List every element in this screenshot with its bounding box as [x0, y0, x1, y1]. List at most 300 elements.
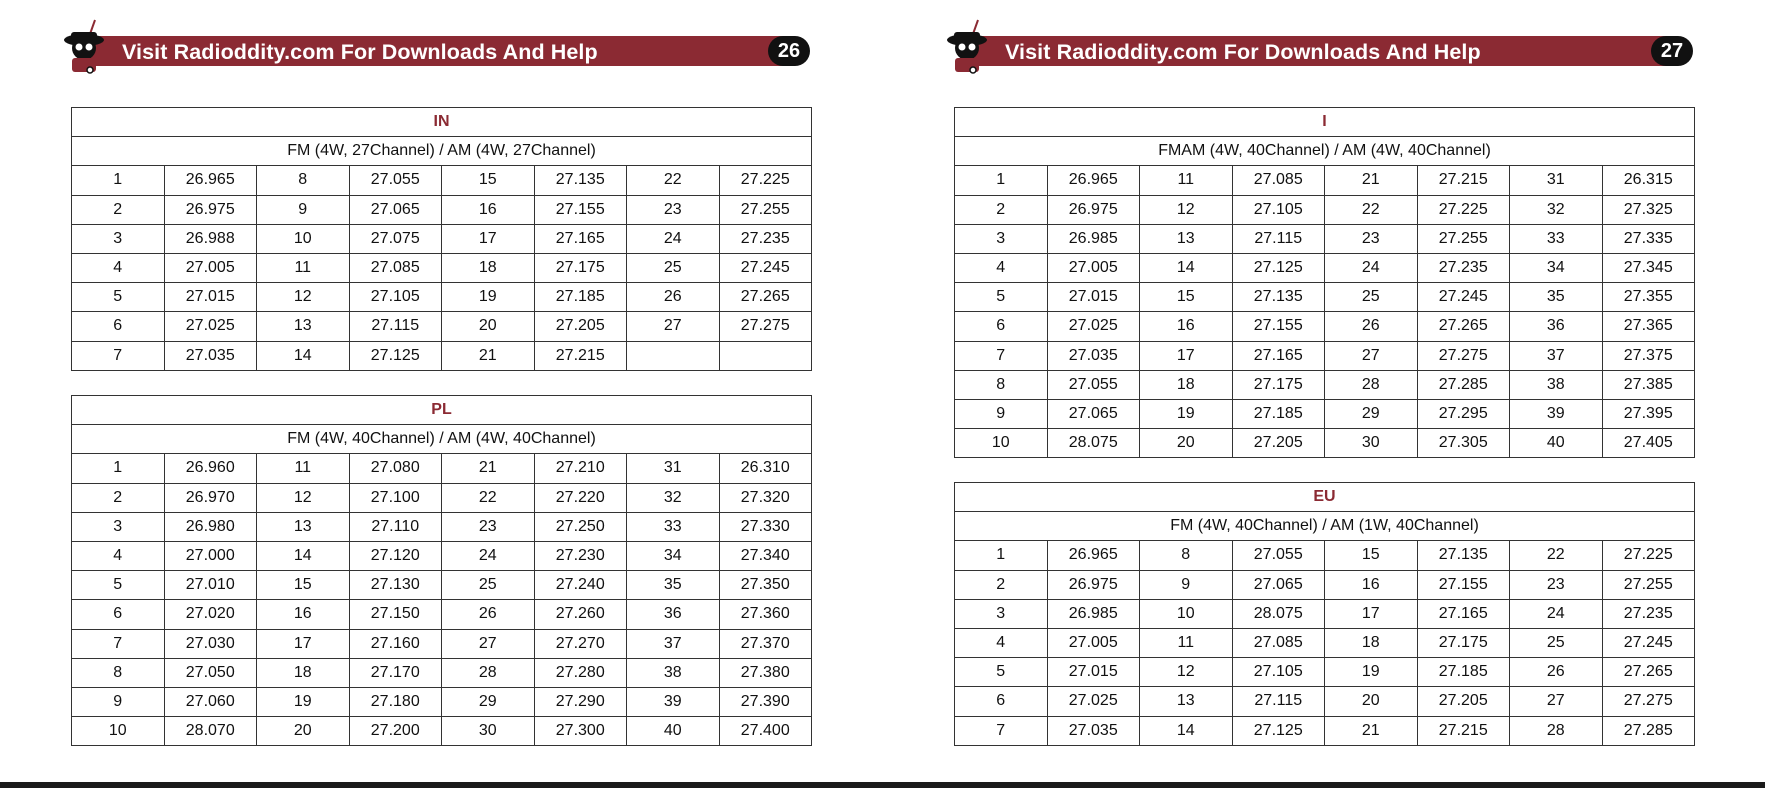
- table-row: [72, 600, 812, 629]
- channel-cell: 12: [257, 283, 350, 312]
- frequency-cell: 27.120: [349, 541, 442, 570]
- channel-cell: 16: [1325, 570, 1418, 599]
- frequency-cell: 27.335: [1602, 224, 1695, 253]
- table-title-row: [72, 108, 812, 137]
- frequency-cell: 27.010: [164, 571, 257, 600]
- frequency-cell: 27.065: [349, 195, 442, 224]
- table-row: [72, 166, 812, 195]
- frequency-cell: 27.340: [719, 541, 812, 570]
- channel-cell: 2: [955, 195, 1048, 224]
- table-title-row: [955, 108, 1695, 137]
- frequency-cell: 27.385: [1602, 370, 1695, 399]
- frequency-cell: 27.035: [1047, 716, 1140, 745]
- frequency-cell: 27.085: [1232, 628, 1325, 657]
- channel-cell: 14: [257, 541, 350, 570]
- frequency-cell: 27.060: [164, 687, 257, 716]
- frequency-cell: 26.988: [164, 224, 257, 253]
- frequency-cell: 27.355: [1602, 283, 1695, 312]
- table-row: [72, 687, 812, 716]
- frequency-cell: 27.345: [1602, 253, 1695, 282]
- frequency-cell: 27.115: [1232, 687, 1325, 716]
- frequency-cell: 27.325: [1602, 195, 1695, 224]
- channel-cell: 5: [955, 658, 1048, 687]
- frequency-cell: 26.310: [719, 454, 812, 483]
- channel-cell: 12: [257, 483, 350, 512]
- frequency-cell: 27.330: [719, 512, 812, 541]
- frequency-cell: 27.260: [534, 600, 627, 629]
- channel-cell: 24: [1325, 253, 1418, 282]
- table-row: [955, 541, 1695, 570]
- frequency-cell: 27.080: [349, 454, 442, 483]
- frequency-cell: 27.225: [1417, 195, 1510, 224]
- frequency-cell: 27.175: [1232, 370, 1325, 399]
- frequency-cell: 27.130: [349, 571, 442, 600]
- channel-cell: 28: [442, 658, 535, 687]
- channel-cell: 38: [1510, 370, 1603, 399]
- channel-cell: 3: [955, 224, 1048, 253]
- frequency-cell: 27.175: [1417, 628, 1510, 657]
- frequency-cell: 27.225: [1602, 541, 1695, 570]
- channel-cell: 22: [627, 166, 720, 195]
- radio-mascot-icon: [62, 18, 112, 78]
- frequency-cell: 27.390: [719, 687, 812, 716]
- channel-cell: 31: [1510, 166, 1603, 195]
- channel-cell: 40: [627, 717, 720, 746]
- channel-cell: 8: [955, 370, 1048, 399]
- channel-cell: 27: [442, 629, 535, 658]
- frequency-cell: 27.135: [534, 166, 627, 195]
- channel-cell: 3: [72, 512, 165, 541]
- frequency-cell: 27.405: [1602, 429, 1695, 458]
- frequency-cell: 27.220: [534, 483, 627, 512]
- channel-cell: 10: [955, 429, 1048, 458]
- frequency-cell: 27.025: [1047, 687, 1140, 716]
- table-row: [955, 312, 1695, 341]
- channel-cell: 29: [1325, 399, 1418, 428]
- frequency-cell: 27.235: [1602, 599, 1695, 628]
- channel-cell: 7: [72, 341, 165, 370]
- frequency-cell: 27.175: [534, 253, 627, 282]
- frequency-cell: 26.975: [1047, 570, 1140, 599]
- channel-cell: 12: [1140, 195, 1233, 224]
- channel-cell: 30: [1325, 429, 1418, 458]
- frequency-cell: 27.135: [1232, 283, 1325, 312]
- channel-cell: 9: [1140, 570, 1233, 599]
- frequency-cell: 27.020: [164, 600, 257, 629]
- channel-cell: 6: [955, 687, 1048, 716]
- channel-cell: 37: [627, 629, 720, 658]
- channel-cell: [627, 341, 720, 370]
- channel-cell: 16: [257, 600, 350, 629]
- frequency-cell: 27.050: [164, 658, 257, 687]
- table-row: [955, 658, 1695, 687]
- frequency-cell: [719, 341, 812, 370]
- table-mode-row: [955, 512, 1695, 541]
- frequency-cell: 26.960: [164, 454, 257, 483]
- channel-cell: 5: [72, 571, 165, 600]
- channel-cell: 11: [257, 253, 350, 282]
- channel-cell: 27: [1510, 687, 1603, 716]
- channel-cell: 3: [955, 599, 1048, 628]
- channel-cell: 33: [627, 512, 720, 541]
- table-mode-row: [72, 137, 812, 166]
- frequency-cell: 27.365: [1602, 312, 1695, 341]
- channel-cell: 6: [955, 312, 1048, 341]
- table-row: [955, 195, 1695, 224]
- frequency-cell: 27.265: [1602, 658, 1695, 687]
- frequency-cell: 26.980: [164, 512, 257, 541]
- frequency-table-eu: [954, 482, 1695, 746]
- channel-cell: 33: [1510, 224, 1603, 253]
- channel-cell: 10: [257, 224, 350, 253]
- channel-cell: 10: [1140, 599, 1233, 628]
- frequency-cell: 26.975: [1047, 195, 1140, 224]
- channel-cell: 31: [627, 454, 720, 483]
- table-row: [955, 429, 1695, 458]
- channel-cell: 39: [627, 687, 720, 716]
- channel-cell: 11: [1140, 628, 1233, 657]
- channel-cell: 8: [1140, 541, 1233, 570]
- channel-cell: 1: [955, 166, 1048, 195]
- frequency-cell: 27.085: [1232, 166, 1325, 195]
- channel-cell: 16: [1140, 312, 1233, 341]
- frequency-table-in: [71, 107, 812, 371]
- frequency-cell: 27.005: [1047, 628, 1140, 657]
- table-row: [955, 341, 1695, 370]
- frequency-cell: 26.985: [1047, 224, 1140, 253]
- frequency-cell: 27.245: [1602, 628, 1695, 657]
- frequency-cell: 27.085: [349, 253, 442, 282]
- frequency-cell: 27.300: [534, 717, 627, 746]
- frequency-cell: 27.275: [719, 312, 812, 341]
- channel-cell: 2: [72, 483, 165, 512]
- table-row: [72, 454, 812, 483]
- frequency-cell: 27.125: [349, 341, 442, 370]
- table-row: [72, 512, 812, 541]
- channel-cell: 18: [1140, 370, 1233, 399]
- table-title-row: [72, 396, 812, 425]
- channel-cell: 7: [72, 629, 165, 658]
- frequency-cell: 28.075: [1047, 429, 1140, 458]
- frequency-cell: 28.070: [164, 717, 257, 746]
- channel-cell: 2: [72, 195, 165, 224]
- channel-cell: 21: [442, 341, 535, 370]
- channel-cell: 13: [257, 312, 350, 341]
- frequency-cell: 27.155: [1232, 312, 1325, 341]
- frequency-cell: 27.125: [1232, 716, 1325, 745]
- channel-cell: 25: [442, 571, 535, 600]
- channel-cell: 8: [257, 166, 350, 195]
- channel-cell: 25: [627, 253, 720, 282]
- channel-cell: 4: [955, 628, 1048, 657]
- channel-cell: 13: [257, 512, 350, 541]
- channel-cell: 17: [257, 629, 350, 658]
- frequency-cell: 27.255: [1602, 570, 1695, 599]
- channel-cell: 22: [1510, 541, 1603, 570]
- channel-cell: 10: [72, 717, 165, 746]
- frequency-cell: 27.265: [1417, 312, 1510, 341]
- table-title-row: [955, 483, 1695, 512]
- channel-cell: 32: [627, 483, 720, 512]
- frequency-cell: 27.230: [534, 541, 627, 570]
- channel-cell: 20: [257, 717, 350, 746]
- page-number-badge: 27: [1651, 36, 1693, 66]
- channel-cell: 15: [442, 166, 535, 195]
- frequency-cell: 27.240: [534, 571, 627, 600]
- frequency-cell: 26.975: [164, 195, 257, 224]
- frequency-cell: 27.290: [534, 687, 627, 716]
- channel-cell: 15: [257, 571, 350, 600]
- channel-cell: 35: [1510, 283, 1603, 312]
- frequency-cell: 27.215: [1417, 166, 1510, 195]
- frequency-cell: 27.400: [719, 717, 812, 746]
- channel-cell: 19: [257, 687, 350, 716]
- frequency-cell: 26.965: [1047, 541, 1140, 570]
- channel-cell: 26: [1325, 312, 1418, 341]
- channel-cell: 17: [442, 224, 535, 253]
- frequency-cell: 27.185: [1417, 658, 1510, 687]
- frequency-cell: 27.155: [534, 195, 627, 224]
- channel-cell: 26: [442, 600, 535, 629]
- table-row: [955, 599, 1695, 628]
- frequency-cell: 26.315: [1602, 166, 1695, 195]
- table-row: [955, 399, 1695, 428]
- frequency-cell: 27.025: [1047, 312, 1140, 341]
- frequency-cell: 27.185: [534, 283, 627, 312]
- channel-cell: 6: [72, 600, 165, 629]
- channel-cell: 4: [72, 541, 165, 570]
- frequency-cell: 27.320: [719, 483, 812, 512]
- channel-cell: 11: [257, 454, 350, 483]
- channel-cell: 32: [1510, 195, 1603, 224]
- frequency-cell: 27.245: [719, 253, 812, 282]
- channel-cell: 18: [442, 253, 535, 282]
- frequency-cell: 27.165: [1232, 341, 1325, 370]
- frequency-cell: 27.035: [1047, 341, 1140, 370]
- frequency-cell: 27.205: [1417, 687, 1510, 716]
- table-row: [72, 717, 812, 746]
- channel-cell: 24: [1510, 599, 1603, 628]
- region-title: PL: [72, 396, 812, 425]
- frequency-cell: 27.030: [164, 629, 257, 658]
- table-row: [955, 570, 1695, 599]
- frequency-cell: 27.295: [1417, 399, 1510, 428]
- channel-cell: 6: [72, 312, 165, 341]
- channel-cell: 20: [1140, 429, 1233, 458]
- frequency-cell: 27.280: [534, 658, 627, 687]
- channel-cell: 14: [1140, 253, 1233, 282]
- region-title: I: [955, 108, 1695, 137]
- channel-cell: 5: [72, 283, 165, 312]
- frequency-cell: 27.135: [1417, 541, 1510, 570]
- channel-cell: 18: [1325, 628, 1418, 657]
- frequency-cell: 27.395: [1602, 399, 1695, 428]
- channel-cell: 23: [1510, 570, 1603, 599]
- channel-cell: 14: [1140, 716, 1233, 745]
- frequency-cell: 27.055: [1047, 370, 1140, 399]
- table-row: [72, 253, 812, 282]
- region-title: IN: [72, 108, 812, 137]
- channel-cell: 24: [627, 224, 720, 253]
- channel-cell: 9: [257, 195, 350, 224]
- frequency-cell: 27.125: [1232, 253, 1325, 282]
- table-row: [72, 312, 812, 341]
- channel-cell: 20: [1325, 687, 1418, 716]
- frequency-cell: 27.205: [1232, 429, 1325, 458]
- channel-cell: 17: [1140, 341, 1233, 370]
- page-header: [945, 18, 1697, 78]
- channel-cell: 7: [955, 341, 1048, 370]
- frequency-cell: 27.005: [164, 253, 257, 282]
- frequency-cell: 27.370: [719, 629, 812, 658]
- frequency-cell: 27.055: [1232, 541, 1325, 570]
- channel-cell: 2: [955, 570, 1048, 599]
- channel-cell: 8: [72, 658, 165, 687]
- channel-cell: 5: [955, 283, 1048, 312]
- channel-cell: 13: [1140, 687, 1233, 716]
- frequency-cell: 27.015: [1047, 658, 1140, 687]
- frequency-cell: 27.065: [1232, 570, 1325, 599]
- channel-cell: 25: [1510, 628, 1603, 657]
- frequency-cell: 27.275: [1602, 687, 1695, 716]
- channel-cell: 19: [1140, 399, 1233, 428]
- channel-cell: 3: [72, 224, 165, 253]
- bottom-rule: [0, 782, 1765, 788]
- page-number-badge: 26: [768, 36, 810, 66]
- channel-cell: 26: [1510, 658, 1603, 687]
- channel-cell: 27: [1325, 341, 1418, 370]
- channel-cell: 1: [955, 541, 1048, 570]
- page-header: [62, 18, 814, 78]
- frequency-cell: 27.105: [1232, 195, 1325, 224]
- channel-cell: 19: [1325, 658, 1418, 687]
- channel-cell: 28: [1325, 370, 1418, 399]
- channel-cell: 24: [442, 541, 535, 570]
- channel-cell: 21: [1325, 166, 1418, 195]
- channel-cell: 18: [257, 658, 350, 687]
- radio-mascot-icon: [945, 18, 995, 78]
- frequency-cell: 27.255: [1417, 224, 1510, 253]
- table-row: [72, 658, 812, 687]
- channel-cell: 23: [1325, 224, 1418, 253]
- frequency-cell: 27.250: [534, 512, 627, 541]
- frequency-cell: 27.165: [534, 224, 627, 253]
- frequency-cell: 26.965: [1047, 166, 1140, 195]
- table-mode-row: [955, 137, 1695, 166]
- frequency-cell: 27.065: [1047, 399, 1140, 428]
- frequency-cell: 27.005: [1047, 253, 1140, 282]
- channel-cell: 1: [72, 166, 165, 195]
- frequency-cell: 27.215: [534, 341, 627, 370]
- table-row: [72, 224, 812, 253]
- channel-cell: 13: [1140, 224, 1233, 253]
- mode-label: FM (4W, 40Channel) / AM (1W, 40Channel): [955, 512, 1695, 541]
- channel-cell: 4: [955, 253, 1048, 282]
- table-row: [955, 628, 1695, 657]
- channel-cell: 14: [257, 341, 350, 370]
- channel-cell: 37: [1510, 341, 1603, 370]
- region-title: EU: [955, 483, 1695, 512]
- table-row: [72, 541, 812, 570]
- frequency-cell: 27.235: [719, 224, 812, 253]
- frequency-cell: 27.375: [1602, 341, 1695, 370]
- frequency-cell: 27.055: [349, 166, 442, 195]
- frequency-cell: 26.985: [1047, 599, 1140, 628]
- frequency-cell: 27.100: [349, 483, 442, 512]
- table-row: [955, 370, 1695, 399]
- mode-label: FMAM (4W, 40Channel) / AM (4W, 40Channel): [955, 137, 1695, 166]
- frequency-table-i: [954, 107, 1695, 458]
- table-row: [955, 716, 1695, 745]
- frequency-cell: 27.305: [1417, 429, 1510, 458]
- channel-cell: 9: [955, 399, 1048, 428]
- frequency-cell: 28.075: [1232, 599, 1325, 628]
- channel-cell: 34: [1510, 253, 1603, 282]
- channel-cell: 15: [1140, 283, 1233, 312]
- channel-cell: 35: [627, 571, 720, 600]
- frequency-cell: 27.200: [349, 717, 442, 746]
- table-row: [72, 571, 812, 600]
- frequency-cell: 27.165: [1417, 599, 1510, 628]
- frequency-cell: 27.035: [164, 341, 257, 370]
- page-26: [0, 0, 882, 788]
- channel-cell: 21: [442, 454, 535, 483]
- channel-cell: 9: [72, 687, 165, 716]
- frequency-cell: 27.360: [719, 600, 812, 629]
- frequency-cell: 27.015: [1047, 283, 1140, 312]
- frequency-cell: 27.235: [1417, 253, 1510, 282]
- channel-cell: 12: [1140, 658, 1233, 687]
- frequency-cell: 27.115: [1232, 224, 1325, 253]
- frequency-cell: 27.075: [349, 224, 442, 253]
- channel-cell: 7: [955, 716, 1048, 745]
- table-row: [955, 283, 1695, 312]
- frequency-cell: 27.265: [719, 283, 812, 312]
- channel-cell: 34: [627, 541, 720, 570]
- channel-cell: 15: [1325, 541, 1418, 570]
- table-row: [72, 195, 812, 224]
- table-row: [72, 283, 812, 312]
- table-mode-row: [72, 425, 812, 454]
- channel-cell: 40: [1510, 429, 1603, 458]
- frequency-cell: 27.110: [349, 512, 442, 541]
- frequency-cell: 26.965: [164, 166, 257, 195]
- channel-cell: 19: [442, 283, 535, 312]
- frequency-cell: 27.275: [1417, 341, 1510, 370]
- channel-cell: 36: [627, 600, 720, 629]
- channel-cell: 17: [1325, 599, 1418, 628]
- channel-cell: 30: [442, 717, 535, 746]
- frequency-cell: 27.105: [349, 283, 442, 312]
- frequency-cell: 27.170: [349, 658, 442, 687]
- frequency-cell: 27.180: [349, 687, 442, 716]
- table-row: [72, 341, 812, 370]
- channel-cell: 23: [627, 195, 720, 224]
- channel-cell: 23: [442, 512, 535, 541]
- table-row: [72, 629, 812, 658]
- channel-cell: 22: [1325, 195, 1418, 224]
- channel-cell: 39: [1510, 399, 1603, 428]
- channel-cell: 4: [72, 253, 165, 282]
- channel-cell: 29: [442, 687, 535, 716]
- mode-label: FM (4W, 27Channel) / AM (4W, 27Channel): [72, 137, 812, 166]
- frequency-cell: 27.155: [1417, 570, 1510, 599]
- frequency-cell: 27.285: [1602, 716, 1695, 745]
- table-row: [72, 483, 812, 512]
- table-row: [955, 253, 1695, 282]
- channel-cell: 20: [442, 312, 535, 341]
- channel-cell: 38: [627, 658, 720, 687]
